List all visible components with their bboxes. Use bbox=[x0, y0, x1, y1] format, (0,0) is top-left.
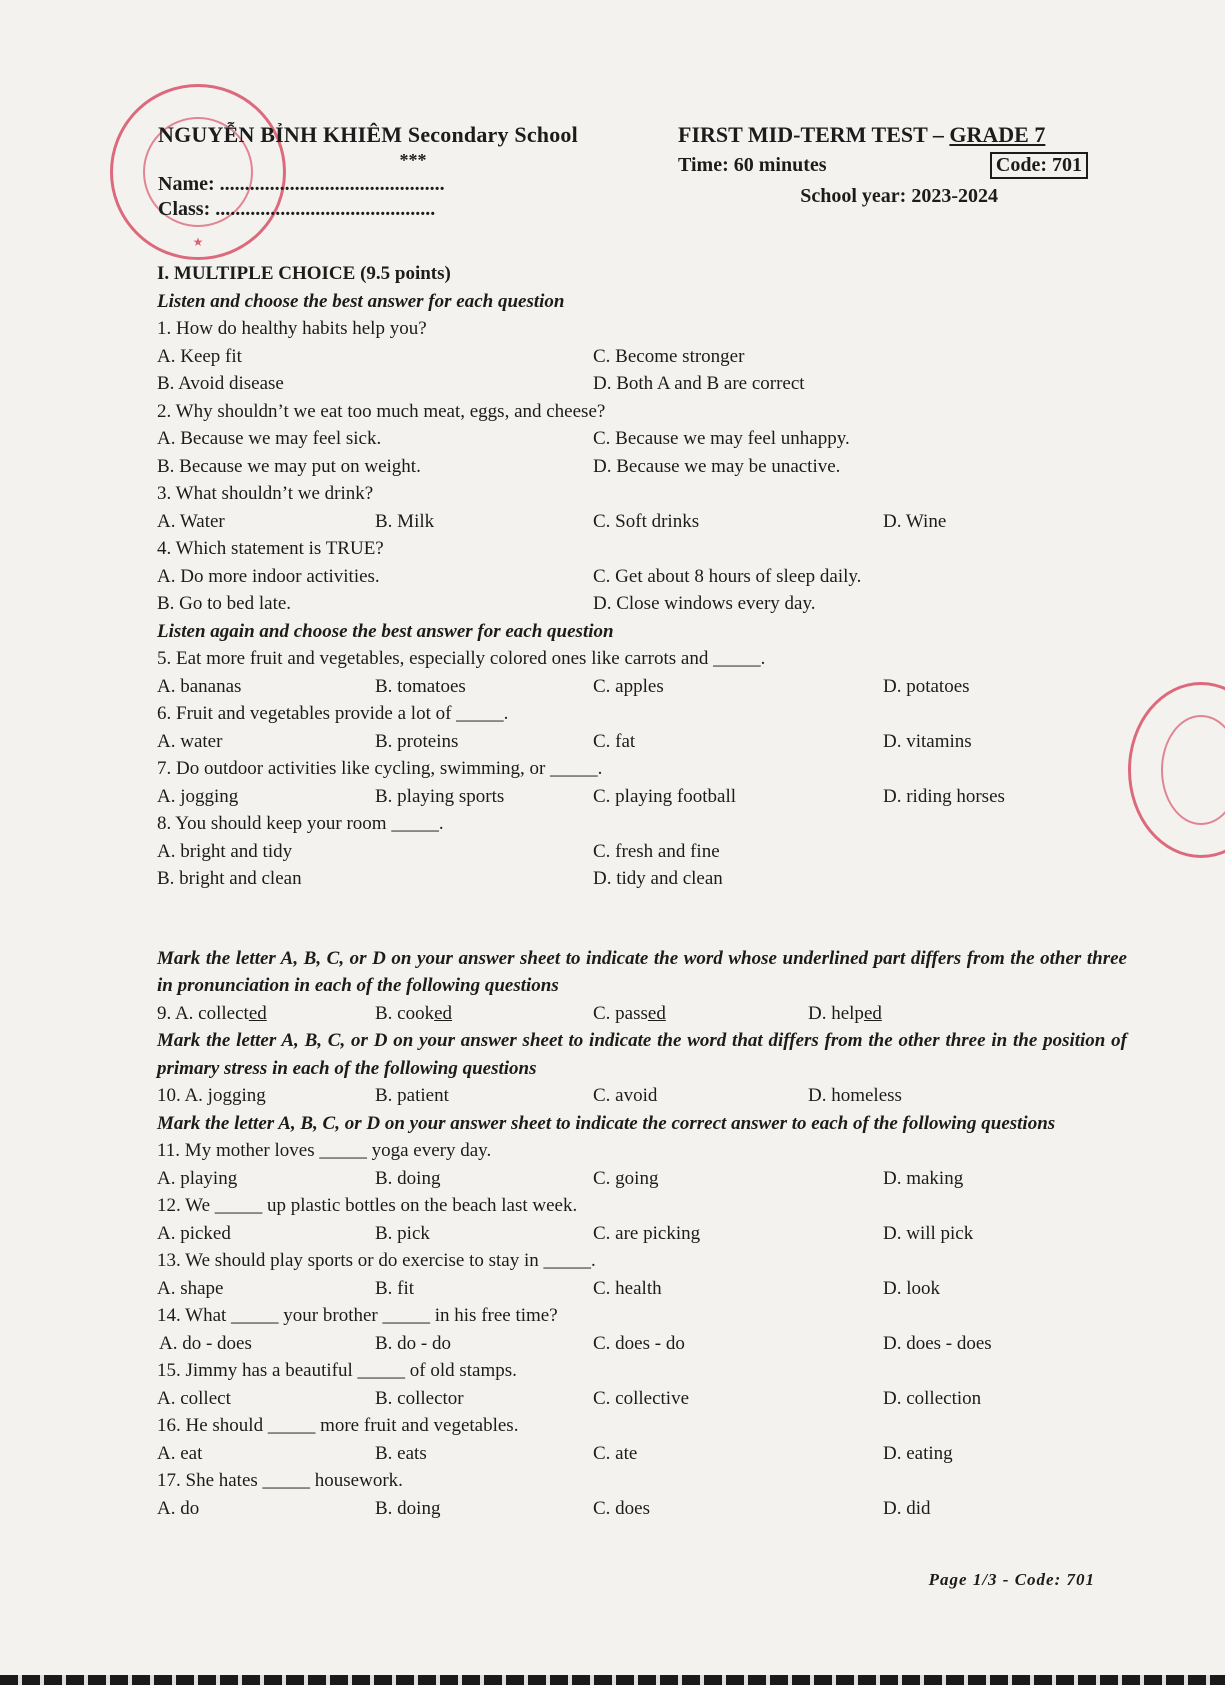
option-c[interactable]: C. going bbox=[593, 1167, 659, 1189]
test-code: Code: 701 bbox=[990, 152, 1088, 179]
option-a[interactable]: 10. A. jogging bbox=[157, 1085, 266, 1106]
option-d[interactable]: D. Close windows every day. bbox=[593, 593, 816, 614]
options-8 bbox=[157, 838, 1127, 893]
question-6: 6. Fruit and vegetables provide a lot of _____. bbox=[157, 703, 509, 724]
option-b[interactable]: B. doing bbox=[375, 1497, 441, 1519]
option-a[interactable]: A. collect bbox=[157, 1387, 231, 1409]
options-5 bbox=[157, 673, 1127, 701]
options-4 bbox=[157, 563, 1127, 618]
section-title: I. MULTIPLE CHOICE (9.5 points) bbox=[157, 263, 451, 284]
option-b[interactable]: B. eats bbox=[375, 1442, 427, 1464]
option-c[interactable]: C. does bbox=[593, 1497, 650, 1519]
option-a[interactable]: A. water bbox=[157, 730, 223, 752]
instruction-correct-answer: Mark the letter A, B, C, or D on your answer sheet to indicate the correct answer to each of the following questions bbox=[157, 1112, 1056, 1134]
option-c[interactable]: C. playing football bbox=[593, 785, 737, 807]
option-a[interactable]: A. Keep fit bbox=[157, 345, 242, 367]
option-c[interactable]: C. fat bbox=[593, 730, 636, 752]
option-d[interactable]: D. does - does bbox=[883, 1332, 992, 1354]
option-d[interactable]: D. helped bbox=[808, 1002, 882, 1024]
option-d[interactable]: D. vitamins bbox=[883, 730, 972, 752]
school-stamp-right bbox=[1128, 682, 1225, 858]
option-b[interactable]: B. pick bbox=[375, 1222, 430, 1244]
option-d[interactable]: D. Because we may be unactive. bbox=[593, 455, 841, 477]
question-14: 14. What _____ your brother _____ in his free time? bbox=[157, 1305, 558, 1326]
option-b[interactable]: B. cooked bbox=[375, 1002, 453, 1024]
options-10 bbox=[157, 1082, 1127, 1110]
option-c[interactable]: C. collective bbox=[593, 1387, 690, 1409]
option-a[interactable]: A. Because we may feel sick. bbox=[157, 428, 382, 449]
option-a[interactable]: A. jogging bbox=[157, 785, 239, 807]
option-d[interactable]: D. will pick bbox=[883, 1222, 974, 1244]
option-d[interactable]: D. did bbox=[883, 1497, 931, 1519]
option-a[interactable]: A. picked bbox=[157, 1222, 231, 1244]
options-13 bbox=[157, 1275, 1127, 1303]
option-d[interactable]: D. look bbox=[883, 1277, 940, 1299]
option-b[interactable]: B. collector bbox=[375, 1387, 464, 1409]
option-c[interactable]: C. Soft drinks bbox=[593, 510, 700, 532]
question-5: 5. Eat more fruit and vegetables, especially colored ones like carrots and _____. bbox=[157, 648, 766, 669]
option-b[interactable]: B. Milk bbox=[375, 510, 435, 532]
option-a[interactable]: A. playing bbox=[157, 1167, 238, 1189]
name-field[interactable]: Name: ............................................. bbox=[158, 173, 445, 195]
option-c[interactable]: C. Because we may feel unhappy. bbox=[593, 428, 850, 449]
question-4: 4. Which statement is TRUE? bbox=[157, 538, 384, 559]
school-name: NGUYỄN BỈNH KHIÊM Secondary School bbox=[158, 122, 578, 147]
options-11 bbox=[157, 1165, 1127, 1193]
option-c[interactable]: C. Become stronger bbox=[593, 345, 745, 367]
option-c[interactable]: C. health bbox=[593, 1277, 662, 1299]
option-c[interactable]: C. apples bbox=[593, 675, 664, 697]
option-a[interactable]: A. do bbox=[157, 1497, 200, 1519]
class-field[interactable]: Class: ............................................ bbox=[158, 198, 436, 220]
option-a[interactable]: A. shape bbox=[157, 1277, 224, 1299]
header-stars: *** bbox=[399, 150, 427, 170]
instruction-listen: Listen and choose the best answer for each question bbox=[157, 290, 565, 312]
options-3 bbox=[157, 508, 1127, 536]
option-d[interactable]: D. collection bbox=[883, 1387, 982, 1409]
options-2 bbox=[157, 425, 1127, 480]
option-d[interactable]: D. tidy and clean bbox=[593, 868, 723, 889]
question-12: 12. We _____ up plastic bottles on the beach last week. bbox=[157, 1195, 578, 1216]
option-b[interactable]: B. Because we may put on weight. bbox=[157, 455, 421, 477]
school-year: School year: 2023-2024 bbox=[800, 185, 998, 207]
options-12 bbox=[157, 1220, 1127, 1248]
test-title: FIRST MID-TERM TEST – GRADE 7 bbox=[678, 122, 1046, 147]
question-15: 15. Jimmy has a beautiful _____ of old stamps. bbox=[157, 1360, 517, 1381]
option-c[interactable]: C. ate bbox=[593, 1442, 638, 1464]
options-6 bbox=[157, 728, 1127, 756]
question-2: 2. Why shouldn’t we eat too much meat, eggs, and cheese? bbox=[157, 400, 606, 422]
option-b[interactable]: B. Avoid disease bbox=[157, 373, 284, 394]
option-c[interactable]: C. avoid bbox=[593, 1085, 658, 1106]
option-d[interactable]: D. potatoes bbox=[883, 675, 970, 697]
instruction-listen-again: Listen again and choose the best answer for each question bbox=[157, 620, 614, 642]
option-a[interactable]: A. eat bbox=[157, 1442, 203, 1464]
instruction-stress: Mark the letter A, B, C, or D on your answer sheet to indicate the word that differs from the other three in the position of primary stress in each of the following questions bbox=[157, 1030, 1127, 1079]
question-8: 8. You should keep your room _____. bbox=[157, 813, 444, 834]
question-16: 16. He should _____ more fruit and vegetables. bbox=[157, 1415, 519, 1436]
option-d[interactable]: D. Both A and B are correct bbox=[593, 373, 805, 394]
time-limit: Time: 60 minutes bbox=[678, 154, 827, 176]
exam-content bbox=[157, 260, 1127, 1522]
option-c[interactable]: C. are picking bbox=[593, 1222, 701, 1244]
option-b[interactable]: B. do - do bbox=[375, 1332, 451, 1354]
option-d[interactable]: D. Wine bbox=[883, 510, 947, 532]
option-b[interactable]: B. playing sports bbox=[375, 785, 505, 807]
option-d[interactable]: D. making bbox=[883, 1167, 964, 1189]
option-b[interactable]: B. fit bbox=[375, 1277, 415, 1299]
option-a[interactable]: A. Water bbox=[157, 510, 225, 532]
scan-edge bbox=[0, 1675, 1225, 1685]
header-right bbox=[678, 122, 1088, 208]
school-stamp-left: ★ bbox=[110, 84, 286, 260]
option-a[interactable]: A. do - does bbox=[159, 1332, 252, 1354]
option-b[interactable]: B. doing bbox=[375, 1167, 441, 1189]
options-17 bbox=[157, 1495, 1127, 1523]
question-13: 13. We should play sports or do exercise to stay in _____. bbox=[157, 1250, 596, 1271]
question-17: 17. She hates _____ housework. bbox=[157, 1470, 403, 1491]
option-b[interactable]: B. proteins bbox=[375, 730, 459, 752]
option-a[interactable]: A. bananas bbox=[157, 675, 242, 697]
options-7 bbox=[157, 783, 1127, 811]
test-grade: GRADE 7 bbox=[949, 122, 1046, 147]
option-b[interactable]: B. bright and clean bbox=[157, 868, 302, 889]
option-d[interactable]: D. homeless bbox=[808, 1085, 902, 1106]
header-left bbox=[158, 122, 628, 221]
question-3: 3. What shouldn’t we drink? bbox=[157, 483, 374, 504]
options-16 bbox=[157, 1440, 1127, 1468]
option-a[interactable]: 9. A. collected bbox=[157, 1002, 267, 1024]
question-11: 11. My mother loves _____ yoga every day. bbox=[157, 1140, 492, 1161]
options-15 bbox=[157, 1385, 1127, 1413]
option-a[interactable]: A. bright and tidy bbox=[157, 840, 293, 862]
option-b[interactable]: B. Go to bed late. bbox=[157, 593, 292, 614]
options-9 bbox=[157, 1000, 1127, 1028]
option-c[interactable]: C. Get about 8 hours of sleep daily. bbox=[593, 565, 862, 587]
option-c[interactable]: C. fresh and fine bbox=[593, 840, 720, 862]
options-1 bbox=[157, 343, 1127, 398]
options-14 bbox=[157, 1330, 1127, 1358]
option-c[interactable]: C. passed bbox=[593, 1002, 666, 1024]
question-1: 1. How do healthy habits help you? bbox=[157, 318, 427, 339]
option-d[interactable]: D. riding horses bbox=[883, 785, 1005, 807]
option-d[interactable]: D. eating bbox=[883, 1442, 953, 1464]
option-a[interactable]: A. Do more indoor activities. bbox=[157, 565, 380, 587]
option-c[interactable]: C. does - do bbox=[593, 1332, 685, 1354]
instruction-pronunciation: Mark the letter A, B, C, or D on your answer sheet to indicate the word whose underlined part differs from the other three in pronunciation in each of the following questions bbox=[157, 947, 1127, 996]
option-b[interactable]: B. tomatoes bbox=[375, 675, 466, 697]
question-7: 7. Do outdoor activities like cycling, swimming, or _____. bbox=[157, 758, 603, 779]
page-footer: Page 1/3 - Code: 701 bbox=[928, 1570, 1095, 1589]
option-b[interactable]: B. patient bbox=[375, 1085, 449, 1106]
